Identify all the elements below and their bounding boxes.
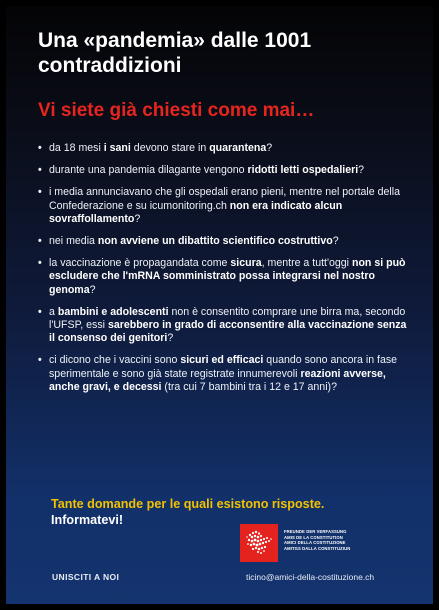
question-text: ? <box>167 332 174 345</box>
page-title: Una «pandemia» dalle 1001 contraddizioni <box>38 29 312 77</box>
contact-email[interactable]: ticino@amici-della-costituzione.ch <box>246 572 375 582</box>
logo-line: AMIS DE LA CONSTITUTION <box>284 534 343 540</box>
question-text: ? <box>358 164 365 177</box>
question-text: non è consentito comprare une birra ma, secondo l'UFSP, essi <box>49 305 406 332</box>
question-text: i media annunciavano che gli ospedali erano pieni, mentre nel portale della Confederazione e su icumonitoring.ch <box>49 186 401 212</box>
bullet-icon: • <box>38 354 42 367</box>
question-text: la vaccinazione è propagandata come <box>49 257 231 270</box>
closing-question: Tante domande per le quali esistono risposte. <box>51 497 325 511</box>
question-emphasis: ridotti letti ospedalieri <box>247 164 359 177</box>
question-emphasis: sarebbero in grado di acconsentire alla vaccinazione senza il consenso dei genitori <box>49 319 407 345</box>
bullet-icon: • <box>38 164 42 177</box>
question-emphasis: non avviene un dibattito scientifico costruttivo <box>97 235 333 248</box>
question-list <box>38 142 410 403</box>
question-emphasis: bambini e adolescenti <box>57 305 169 318</box>
dove-icon <box>240 524 278 562</box>
bullet-icon: • <box>38 257 42 270</box>
question-text: nei media <box>49 235 98 248</box>
question-emphasis: non era indicato alcun sovraffollamento <box>49 199 343 225</box>
question-item <box>38 164 410 177</box>
question-item <box>38 354 410 394</box>
question-emphasis: reazioni avverse, anche gravi, e decessi <box>49 367 386 393</box>
question-emphasis: quarantena <box>209 142 267 154</box>
question-text: ci dicono che i vaccini sono <box>49 354 181 367</box>
question-text: ? <box>332 235 339 248</box>
question-emphasis: i sani <box>103 142 131 154</box>
bullet-icon: • <box>38 305 42 318</box>
question-emphasis: sicura <box>230 257 262 270</box>
join-us-label: UNISCITI A NOI <box>52 572 120 582</box>
subtitle: Vi siete già chiesti come mai… <box>38 100 315 121</box>
logo-wordmark <box>284 529 400 551</box>
question-item <box>38 235 410 248</box>
bullet-icon: • <box>38 235 42 248</box>
question-text: a <box>49 305 58 318</box>
closing-call-to-action: Informatevi! <box>51 513 124 527</box>
question-text: durante una pandemia dilagante vengono <box>49 164 248 177</box>
question-emphasis: non si può escludere che l'mRNA somministrato possa integrarsi nel nostro genoma <box>49 257 406 296</box>
flyer <box>6 6 433 604</box>
logo-line: AMITGS DALLA CONSTITUZIUN <box>284 545 351 551</box>
question-emphasis: sicuri ed efficaci <box>180 354 264 367</box>
logo-line: FREUNDE DER VERFASSUNG <box>284 529 347 534</box>
question-text: ? <box>89 283 96 296</box>
bullet-icon: • <box>38 142 42 154</box>
organization-logo <box>240 524 400 568</box>
question-item <box>38 142 410 155</box>
question-text: (tra cui 7 bambini tra i 12 e 17 anni)? <box>161 380 337 393</box>
question-item <box>38 186 410 226</box>
question-text: quando sono ancora in fase sperimentale e sono già state registrate innumerevoli <box>49 354 398 380</box>
question-text: devono stare in <box>130 142 210 154</box>
question-text: da 18 mesi <box>49 142 104 154</box>
bullet-icon: • <box>38 186 42 199</box>
question-text: , mentre a tutt'oggi <box>261 257 352 270</box>
question-item <box>38 257 410 297</box>
question-item <box>38 306 410 346</box>
question-text: ? <box>266 142 273 154</box>
logo-line: AMICI DELLA COSTITUZIONE <box>284 540 346 546</box>
question-text: ? <box>134 212 141 225</box>
dove-icon-graphic <box>240 524 278 562</box>
